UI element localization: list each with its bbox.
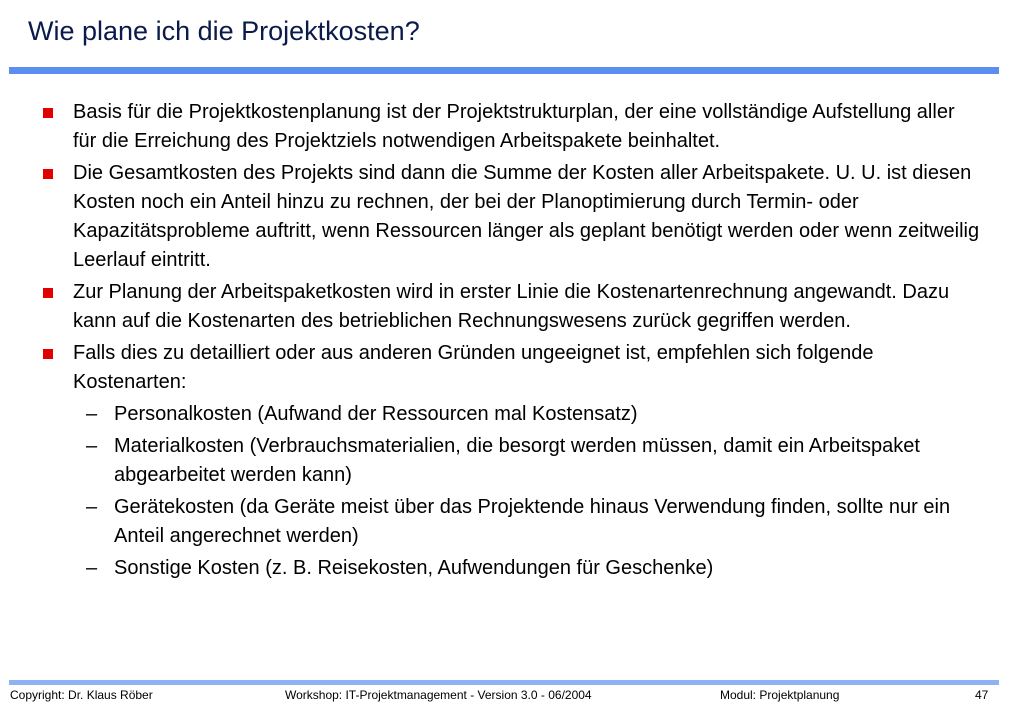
square-bullet-icon bbox=[43, 288, 53, 298]
slide-title: Wie plane ich die Projektkosten? bbox=[28, 16, 420, 46]
dash-icon: – bbox=[86, 557, 98, 579]
bullet-item bbox=[40, 98, 980, 156]
footer-divider bbox=[9, 680, 999, 685]
square-bullet-icon bbox=[43, 108, 53, 118]
bullet-item bbox=[40, 278, 980, 336]
title-divider bbox=[9, 67, 999, 74]
bullet-text: Die Gesamtkosten des Projekts sind dann die Summe der Kosten aller Arbeitspakete. U. U. ist diesen Kosten noch ein Anteil hinzu zu rechnen, der bei der Planoptimierung durch Termin- oder Kapazitätsprobleme auftritt, wenn Ressourcen länger als geplant benötigt werden oder wenn zeitweilig Leerlauf eintritt. bbox=[73, 162, 980, 271]
bullet-text: Falls dies zu detailliert oder aus anderen Gründen ungeeignet ist, empfehlen sich folgende Kostenarten: bbox=[73, 342, 874, 393]
sub-bullet-item bbox=[40, 400, 980, 429]
sub-bullet-item bbox=[40, 493, 980, 551]
bullet-item bbox=[40, 339, 980, 397]
sub-bullet-text: Gerätekosten (da Geräte meist über das Projektende hinaus Verwendung finden, sollte nur ein Anteil angerechnet werden) bbox=[114, 496, 951, 547]
footer-copyright: Copyright: Dr. Klaus Röber bbox=[10, 688, 153, 702]
dash-icon: – bbox=[86, 403, 98, 425]
footer-workshop: Workshop: IT-Projektmanagement - Version 3.0 - 06/2004 bbox=[285, 688, 592, 702]
bullet-text: Basis für die Projektkostenplanung ist der Projektstrukturplan, der eine vollständige Aufstellung aller für die Erreichung des Projektziels notwendigen Arbeitspakete beinhaltet. bbox=[73, 101, 955, 152]
sub-bullet-text: Sonstige Kosten (z. B. Reisekosten, Aufwendungen für Geschenke) bbox=[114, 557, 714, 579]
footer-module: Modul: Projektplanung bbox=[720, 688, 840, 702]
sub-bullet-text: Materialkosten (Verbrauchsmaterialien, die besorgt werden müssen, damit ein Arbeitspaket abgearbeitet werden kann) bbox=[114, 435, 920, 486]
sub-bullet-text: Personalkosten (Aufwand der Ressourcen mal Kostensatz) bbox=[114, 403, 638, 425]
page-number: 47 bbox=[975, 688, 989, 702]
square-bullet-icon bbox=[43, 349, 53, 359]
dash-icon: – bbox=[86, 435, 98, 457]
bullet-text: Zur Planung der Arbeitspaketkosten wird in erster Linie die Kostenartenrechnung angewandt. Dazu kann auf die Kostenarten des betrieblichen Rechnungswesens zurück gegriffen werden. bbox=[73, 281, 950, 332]
square-bullet-icon bbox=[43, 169, 53, 179]
dash-icon: – bbox=[86, 496, 98, 518]
bullet-list bbox=[40, 98, 980, 586]
bullet-item bbox=[40, 159, 980, 275]
sub-bullet-item bbox=[40, 432, 980, 490]
sub-bullet-item bbox=[40, 554, 980, 583]
